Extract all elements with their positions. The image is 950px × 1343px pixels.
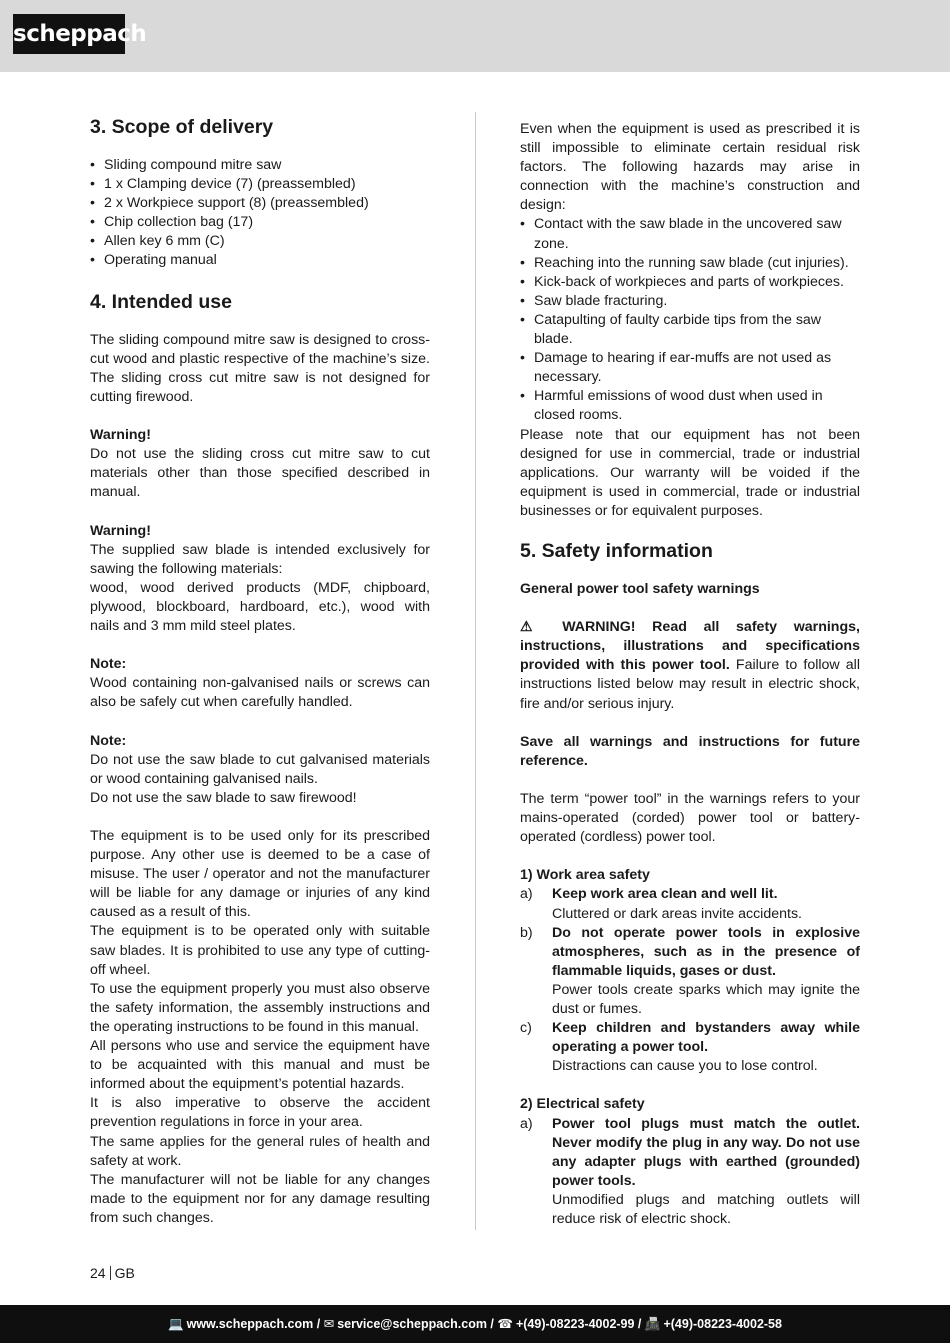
- body-paragraph: The manufacturer will not be liable for any changes made to the equipment nor for any damage resulting from such changes.: [90, 1171, 430, 1226]
- list-item: • Harmful emissions of wood dust when used in closed rooms.: [520, 387, 860, 425]
- item-label: c): [520, 1020, 532, 1037]
- body-paragraph: It is also imperative to observe the accident prevention regulations in force in your area.: [90, 1095, 430, 1131]
- body-paragraph: The equipment is to be used only for its prescribed purpose. Any other use is deemed to be a case of misuse. The user / operator and not the manufacturer will be liable for any damage or injuries of any kind caused as a result of this.: [90, 828, 430, 921]
- list-item: [520, 1019, 860, 1076]
- electrical-heading: 2) Electrical safety: [520, 1096, 645, 1113]
- phone-icon: ☎: [497, 1317, 513, 1331]
- list-item: [520, 924, 860, 1019]
- note-text: Do not use the saw blade to saw firewood!: [90, 789, 357, 806]
- power-tool-term: The term “power tool” in the warnings refers to your mains-operated (corded) power tool or battery-operated (cordless) power tool.: [520, 791, 860, 846]
- warning-text: Do not use the sliding cross cut mitre saw to cut materials other than those specified described in manual.: [90, 446, 430, 501]
- note-heading: Note:: [90, 656, 127, 673]
- footer-bar: [0, 1305, 950, 1343]
- list-item: • Damage to hearing if ear-muffs are not used as necessary.: [520, 349, 860, 387]
- body-paragraph: The same applies for the general rules of health and safety at work.: [90, 1133, 430, 1169]
- item-label: a): [520, 1115, 533, 1132]
- warning-text: wood, wood derived products (MDF, chipboard, plywood, blockboard, hardboard, etc.), wood with nails and 3 mm mild steel plates.: [90, 579, 430, 634]
- header-bar: [0, 0, 950, 72]
- residual-risk-paragraph: Even when the equipment is used as prescribed it is still impossible to eliminate certain residual risk factors. The following hazards may arise in connection with the machine’s construction and design:: [520, 121, 860, 214]
- warning-text: The supplied saw blade is intended exclusively for sawing the following materials:: [90, 541, 430, 577]
- list-item: • Allen key 6 mm (C): [90, 232, 430, 251]
- warning-text: Failure to follow all instructions listed below may result in electric shock, fire and/or serious injury.: [520, 657, 860, 712]
- save-instructions: Save all warnings and instructions for future reference.: [520, 733, 860, 769]
- fax-number: +(49)-08223-4002-58: [663, 1317, 782, 1331]
- intended-use-paragraph: The sliding compound mitre saw is designed to cross-cut wood and plastic respective of the machine’s size. The sliding cross cut mitre saw is not designed for cutting firewood.: [90, 331, 430, 405]
- email-link[interactable]: service@scheppach.com /: [337, 1317, 494, 1331]
- computer-icon: 💻: [168, 1317, 184, 1331]
- list-item: • Contact with the saw blade in the uncovered saw zone.: [520, 215, 860, 253]
- brand-logo: scheppach: [13, 14, 125, 54]
- list-item: • Catapulting of faulty carbide tips from the saw blade.: [520, 311, 860, 349]
- list-item: • Reaching into the running saw blade (cut injuries).: [520, 254, 860, 273]
- item-bold: Keep work area clean and well lit.: [552, 886, 778, 903]
- item-text: Power tools create sparks which may ignite the dust or fumes.: [552, 981, 860, 1018]
- item-bold: Do not operate power tools in explosive atmospheres, such as in the presence of flammable liquids, gases or dust.: [552, 924, 860, 979]
- note-text: Do not use the saw blade to cut galvanised materials or wood containing galvanised nails.: [90, 751, 430, 787]
- section-4-title: 4. Intended use: [90, 290, 232, 313]
- item-bold: Power tool plugs must match the outlet. Never modify the plug in any way. Do not use any adapter plugs with earthed (grounded) power tools.: [552, 1115, 860, 1189]
- right-column: [520, 120, 860, 1229]
- hazard-list: [520, 215, 860, 425]
- general-warnings-heading: General power tool safety warnings: [520, 580, 760, 597]
- language-code: GB: [114, 1265, 135, 1281]
- body-paragraph: The equipment is to be operated only with suitable saw blades. It is prohibited to use any type of cutting-off wheel.: [90, 923, 430, 978]
- list-item: • Kick-back of workpieces and parts of workpieces.: [520, 273, 860, 292]
- list-item: [520, 885, 860, 923]
- phone-number: +(49)-08223-4002-99 /: [515, 1317, 642, 1331]
- item-text: Distractions can cause you to lose control.: [552, 1058, 818, 1075]
- work-area-heading: 1) Work area safety: [520, 867, 650, 884]
- body-paragraph: All persons who use and service the equipment have to be acquainted with this manual and must be informed about the equipment’s potential hazards.: [90, 1038, 430, 1093]
- left-column: [90, 115, 430, 1228]
- warning-block: [520, 618, 860, 713]
- item-text: Cluttered or dark areas invite accidents.: [552, 905, 802, 922]
- item-bold: Keep children and bystanders away while operating a power tool.: [552, 1020, 860, 1056]
- item-label: b): [520, 924, 533, 941]
- warning-heading: Warning!: [90, 522, 151, 539]
- column-divider: [475, 112, 476, 1230]
- warning-triangle-icon: ⚠: [520, 619, 546, 636]
- section-5-title: 5. Safety information: [520, 539, 713, 562]
- warning-heading: Warning!: [90, 427, 151, 444]
- list-item: • Chip collection bag (17): [90, 213, 430, 232]
- list-item: • 2 x Workpiece support (8) (preassembled): [90, 194, 430, 213]
- page-num: 24: [90, 1265, 106, 1281]
- warranty-paragraph: Please note that our equipment has not been designed for use in commercial, trade or industrial applications. Our warranty will be voided if the equipment is used in commercial, trade or industrial businesses or for equivalent purposes.: [520, 426, 860, 519]
- mail-icon: ✉: [323, 1317, 335, 1331]
- website-link[interactable]: www.scheppach.com /: [186, 1317, 321, 1331]
- list-item: • 1 x Clamping device (7) (preassembled): [90, 175, 430, 194]
- fax-icon: 📠: [644, 1317, 661, 1331]
- list-item: [520, 1115, 860, 1230]
- scope-list: [90, 156, 430, 271]
- body-paragraph: To use the equipment properly you must also observe the safety information, the assembly instructions and the operating instructions to be found in this manual.: [90, 980, 430, 1035]
- note-text: Wood containing non-galvanised nails or screws can also be safely cut when carefully handled.: [90, 675, 430, 711]
- item-text: Unmodified plugs and matching outlets will reduce risk of electric shock.: [552, 1191, 860, 1227]
- warning-bold-text: WARNING! Read all safety warnings, instructions, illustrations and specifications provided with this power tool.: [520, 619, 860, 674]
- page-number: [90, 1265, 135, 1281]
- note-heading: Note:: [90, 732, 127, 749]
- item-label: a): [520, 886, 533, 903]
- page-separator: [110, 1266, 111, 1280]
- section-3-title: 3. Scope of delivery: [90, 116, 274, 138]
- list-item: • Saw blade fracturing.: [520, 292, 860, 311]
- list-item: • Operating manual: [90, 251, 430, 270]
- list-item: • Sliding compound mitre saw: [90, 156, 430, 175]
